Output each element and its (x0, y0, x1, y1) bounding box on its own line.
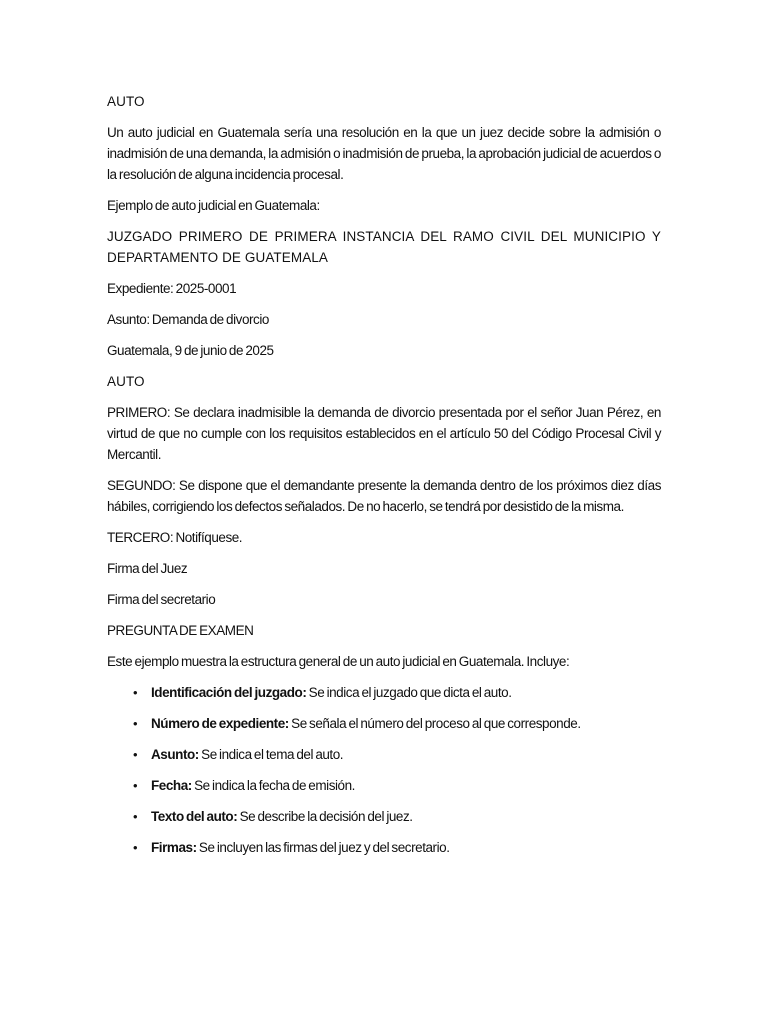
summary-item-term: Texto del auto: (151, 809, 238, 824)
resolution-tercero: TERCERO: Notifíquese. (107, 530, 243, 545)
court-name: JUZGADO PRIMERO DE PRIMERA INSTANCIA DEL RAMO CIVIL DEL MUNICIPIO Y DEPARTAMENTO DE GUATEMALA (107, 229, 661, 265)
summary-item-term: Identificación del juzgado: (151, 685, 307, 700)
case-subject: Asunto: Demanda de divorcio (107, 312, 269, 327)
intro-paragraph: Un auto judicial en Guatemala sería una resolución en la que un juez decide sobre la admisión o inadmisión de una demanda, la admisión o inadmisión de prueba, la aprobación judicial de acuerdos o la resolución de alguna incidencia procesal. (107, 125, 661, 182)
summary-list (107, 682, 661, 858)
summary-list-item (133, 775, 661, 796)
document-heading: AUTO (107, 94, 145, 109)
resolution-primero: PRIMERO: Se declara inadmisible la demanda de divorcio presentada por el señor Juan Pérez, en virtud de que no cumple con los requisitos establecidos en el artículo 50 del Código Procesal Civil y Mercantil. (107, 405, 661, 462)
summary-list-item (133, 682, 661, 703)
bullet-icon: • (133, 716, 138, 731)
summary-list-item (133, 837, 661, 858)
summary-item-description: Se indica el juzgado que dicta el auto. (306, 685, 512, 700)
place-and-date: Guatemala, 9 de junio de 2025 (107, 343, 274, 358)
summary-item-description: Se señala el número del proceso al que corresponde. (288, 716, 581, 731)
summary-item-term: Número de expediente: (151, 716, 289, 731)
summary-list-item (133, 744, 661, 765)
summary-item-description: Se describe la decisión del juez. (237, 809, 413, 824)
summary-item-description: Se indica la fecha de emisión. (191, 778, 355, 793)
example-label: Ejemplo de auto judicial en Guatemala: (107, 198, 320, 213)
resolution-segundo: SEGUNDO: Se dispone que el demandante presente la demanda dentro de los próximos diez días hábiles, corrigiendo los defectos señalados. De no hacerlo, se tendrá por desistido de la misma. (107, 478, 661, 514)
summary-intro: Este ejemplo muestra la estructura general de un auto judicial en Guatemala. Incluye: (107, 654, 570, 669)
summary-item-description: Se indica el tema del auto. (198, 747, 344, 762)
auto-heading: AUTO (107, 374, 145, 389)
bullet-icon: • (133, 840, 138, 855)
case-number: Expediente: 2025-0001 (107, 281, 237, 296)
exam-question-heading: PREGUNTA DE EXAMEN (107, 623, 254, 638)
bullet-icon: • (133, 685, 138, 700)
summary-item-term: Fecha: (151, 778, 192, 793)
secretary-signature: Firma del secretario (107, 592, 216, 607)
judge-signature: Firma del Juez (107, 561, 188, 576)
bullet-icon: • (133, 778, 138, 793)
summary-item-term: Firmas: (151, 840, 197, 855)
bullet-icon: • (133, 747, 138, 762)
summary-item-description: Se incluyen las firmas del juez y del secretario. (196, 840, 450, 855)
bullet-icon: • (133, 809, 138, 824)
summary-item-term: Asunto: (151, 747, 199, 762)
summary-list-item (133, 806, 661, 827)
summary-list-item (133, 713, 661, 734)
